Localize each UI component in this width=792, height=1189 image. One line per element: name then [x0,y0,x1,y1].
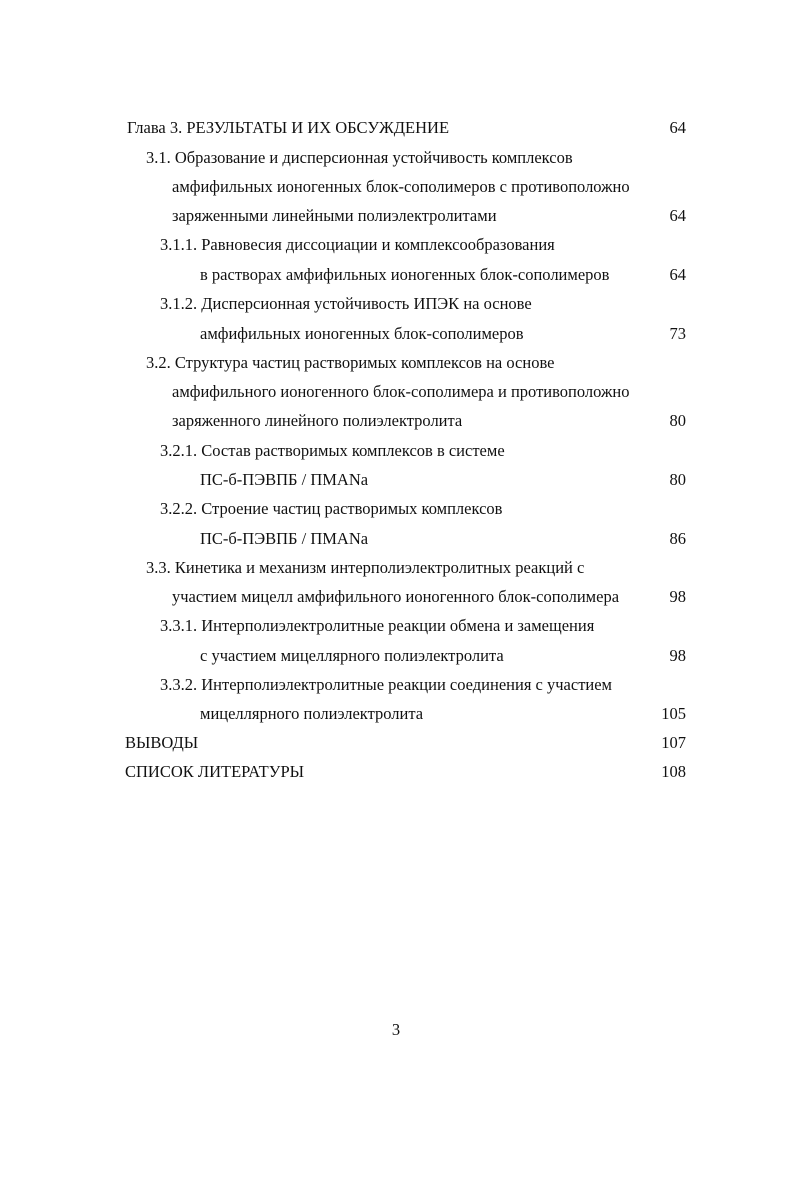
toc-page-3-2: 80 [669,411,686,430]
toc-page-3-3-2: 105 [661,704,686,723]
toc-page-3-1: 64 [669,206,686,225]
toc-entry-3-1-1-line-1: 3.1.1. Равновесия диссоциации и комплексообразования [160,235,555,254]
toc-page-3-1-2: 73 [669,324,686,343]
toc-entry-3-3-line-2: участием мицелл амфифильного ионогенного блок-сополимера [172,587,620,606]
toc-entry-3-2-2-line-1: 3.2.2. Строение частиц растворимых комплексов [160,499,503,518]
toc-entry-3-3-1-line-1: 3.3.1. Интерполиэлектролитные реакции обмена и замещения [160,616,595,635]
toc-entry-3-3-line-1: 3.3. Кинетика и механизм интерполиэлектролитных реакций с [146,558,585,577]
toc-page-3-2-2: 86 [669,529,686,548]
toc-page-3-1-1: 64 [669,265,686,284]
toc-entry-3-2-1-line-2: ПС-б-ПЭВПБ / ПМАNa [200,470,369,489]
toc-entry-chapter-3: Глава 3. РЕЗУЛЬТАТЫ И ИХ ОБСУЖДЕНИЕ [127,118,450,137]
toc-entry-3-2-line-2: амфифильного ионогенного блок-сополимера и противоположно [172,382,630,401]
toc-page-3-3-1: 98 [669,646,686,665]
toc-entry-3-2-line-1: 3.2. Структура частиц растворимых комплексов на основе [146,353,555,372]
toc-entry-3-3-2-line-2: мицеллярного полиэлектролита [200,704,424,723]
toc-entry-3-1-2-line-2: амфифильных ионогенных блок-сополимеров [200,324,524,343]
toc-entry-3-3-1-line-2: с участием мицеллярного полиэлектролита [200,646,504,665]
toc-entry-3-1-line-2: амфифильных ионогенных блок-сополимеров с противоположно [172,177,630,196]
toc-page-references: 108 [661,762,686,781]
toc-entry-3-1-2-line-1: 3.1.2. Дисперсионная устойчивость ИПЭК на основе [160,294,532,313]
toc-entry-3-2-line-3: заряженного линейного полиэлектролита [172,411,463,430]
page-number: 3 [391,1020,401,1039]
toc-entry-conclusions: ВЫВОДЫ [125,733,199,752]
toc-entry-3-1-line-3: заряженными линейными полиэлектролитами [172,206,497,225]
toc-entry-3-2-1-line-1: 3.2.1. Состав растворимых комплексов в системе [160,441,505,460]
toc-entry-3-1-line-1: 3.1. Образование и дисперсионная устойчивость комплексов [146,148,573,167]
toc-entry-3-1-1-line-2: в растворах амфифильных ионогенных блок-сополимеров [200,265,610,284]
toc-entry-3-2-2-line-2: ПС-б-ПЭВПБ / ПМАNa [200,529,369,548]
toc-page-3-2-1: 80 [669,470,686,489]
toc-entry-references: СПИСОК ЛИТЕРАТУРЫ [125,762,305,781]
toc-page-chapter-3: 64 [669,118,686,137]
toc-entry-3-3-2-line-1: 3.3.2. Интерполиэлектролитные реакции соединения с участием [160,675,612,694]
toc-page-conclusions: 107 [661,733,686,752]
toc-page-3-3: 98 [669,587,686,606]
